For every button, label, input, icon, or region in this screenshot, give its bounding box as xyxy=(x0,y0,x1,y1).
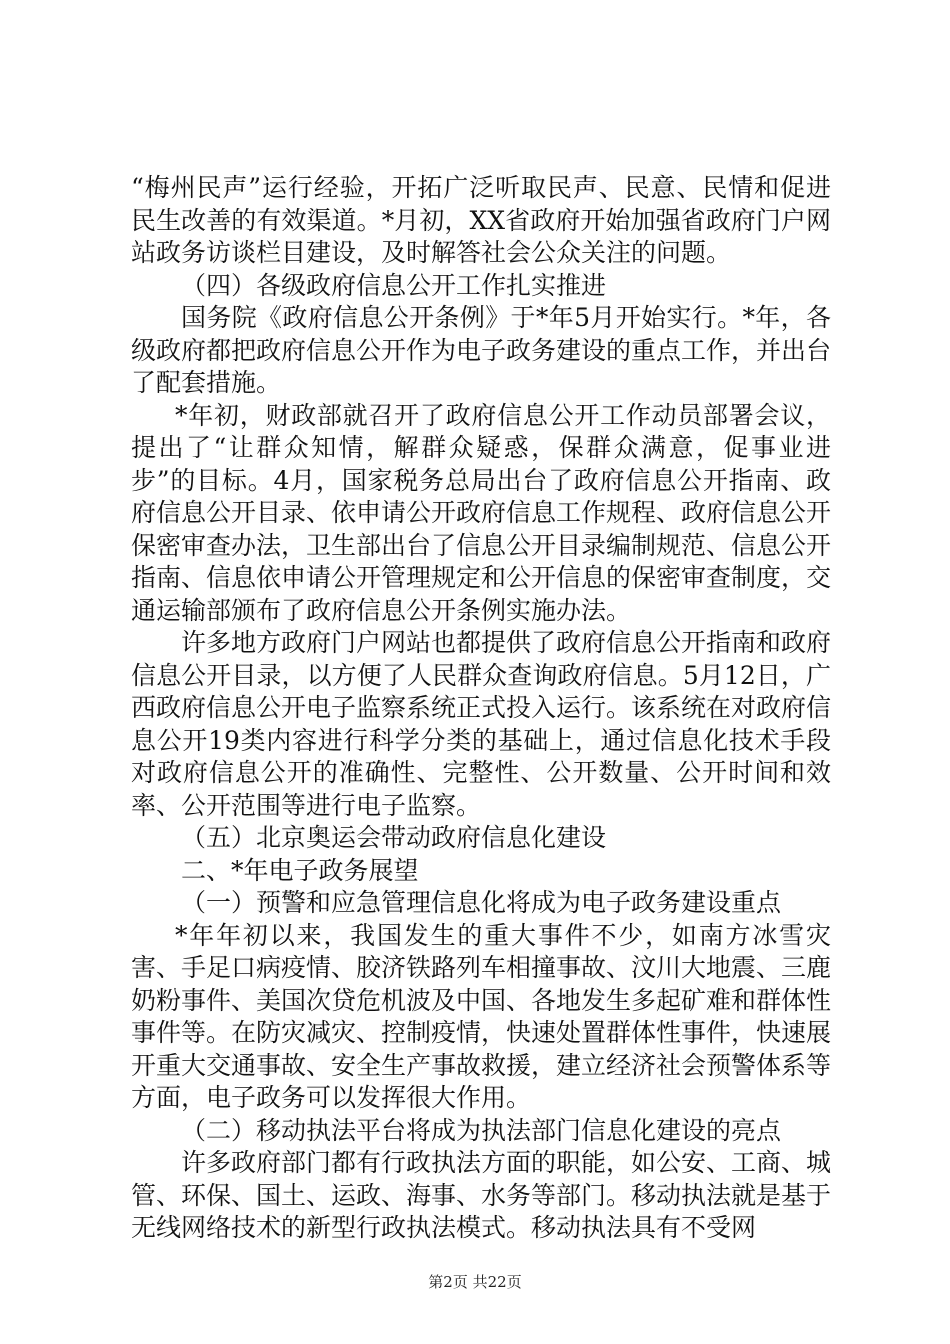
section-heading-5: （五）北京奥运会带动政府信息化建设 xyxy=(181,823,607,852)
section-heading-1: （一）预警和应急管理信息化将成为电子政务建设重点 xyxy=(181,888,782,917)
paragraph: *年年初以来，我国发生的重大事件不少，如南方冰雪灾害、手足口病疫情、胶济铁路列车相撞事故、汶川大地震、三鹿奶粉事件、美国次贷危机波及中国、各地发生多起矿难和群体性事件等。在防灾减灾、控制疫情，快速处置群体性事件，快速展开重大交通事故、安全生产事故救援，建立经济社会预警体系等方面，电子政务可以发挥很大作用。 xyxy=(131,920,832,1112)
paragraph: 许多政府部门都有行政执法方面的职能，如公安、工商、城管、环保、国土、运政、海事、水务等部门。移动执法就是基于无线网络技术的新型行政执法模式。移动执法具有不受网 xyxy=(131,1148,832,1242)
paragraph: 许多地方政府门户网站也都提供了政府信息公开指南和政府信息公开目录，以方便了人民群众查询政府信息。5月12日，广西政府信息公开电子监察系统正式投入运行。该系统在对政府信息公开19类内容进行科学分类的基础上，通过信息化技术手段对政府信息公开的准确性、完整性、公开数量、公开时间和效率、公开范围等进行电子监察。 xyxy=(131,628,832,820)
paragraph: *年初，财政部就召开了政府信息公开工作动员部署会议，提出了“让群众知情，解群众疑惑，保群众满意，促事业进步”的目标。4月，国家税务总局出台了政府信息公开指南、政府信息公开目录、依申请公开政府信息工作规程、政府信息公开保密审查办法，卫生部出台了信息公开目录编制规范、信息公开指南、信息依申请公开管理规定和公开信息的保密审查制度，交通运输部颁布了政府信息公开条例实施办法。 xyxy=(131,400,832,625)
section-heading-4: （四）各级政府信息公开工作扎实推进 xyxy=(181,270,607,300)
paragraph-continued: “梅州民声”运行经验，开拓广泛听取民声、民意、民情和促进民生改善的有效渠道。*月初，XX省政府开始加强省政府门户网站政务访谈栏目建设，及时解答社会公众关注的问题。 xyxy=(131,173,831,267)
page-number-footer: 第2页 共22页 xyxy=(428,1273,522,1291)
paragraph: 国务院《政府信息公开条例》于*年5月开始实行。*年，各级政府都把政府信息公开作为电子政务建设的重点工作，并出台了配套措施。 xyxy=(131,303,832,397)
chapter-heading-2: 二、*年电子政务展望 xyxy=(181,855,419,885)
section-heading-2: （二）移动执法平台将成为执法部门信息化建设的亮点 xyxy=(181,1115,782,1145)
document-body xyxy=(131,172,831,1245)
